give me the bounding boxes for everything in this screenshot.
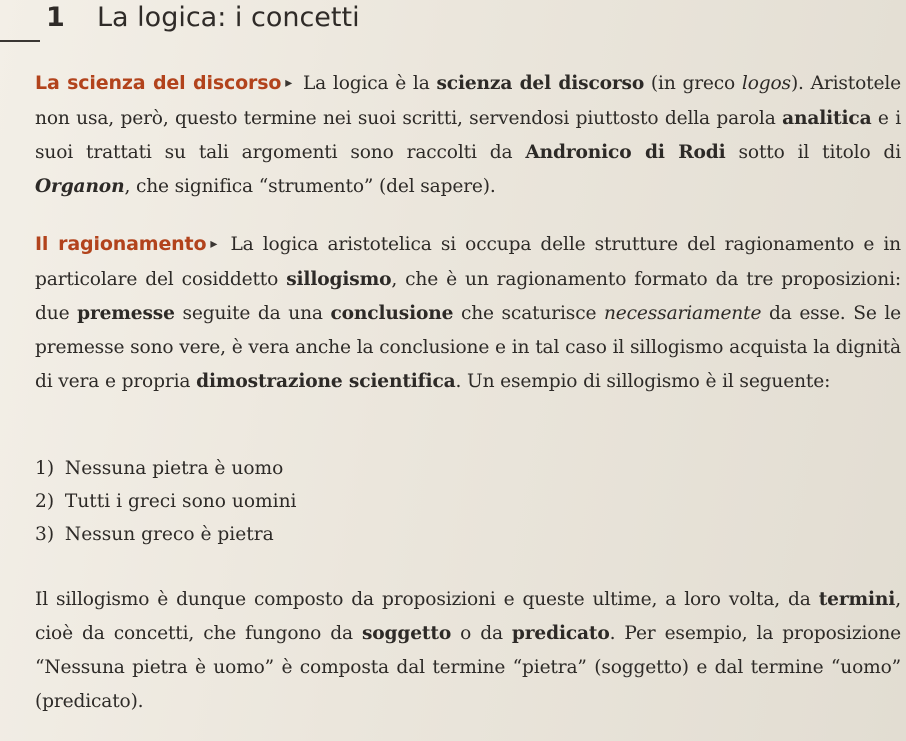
section-rule [0,40,40,42]
syllogism-list [35,452,297,551]
key-term: scienza del discorso [436,73,645,94]
triangle-arrow-icon: ▸ [285,75,293,91]
key-term: termini [818,589,896,610]
paragraph-ragionamento: Il ragionamento ▸ La logica aristotelica si occupa delle strutture del ragionamento e in particolare del cosiddetto sillogismo, che è un ragionamento formato da tre proposizioni: due premesse seguite da una conclusione che scaturisce necessariamente da esse. Se le premesse sono vere, è vera anche la conclusione e in tal caso il sillogismo acquista la dignità di vera e propria dimostrazione scientifica. Un esempio di sillogismo è il seguente: [35,233,902,392]
key-term: premesse [77,303,175,324]
list-item-number: 3) [35,524,55,545]
list-item-number: 2) [35,491,55,512]
list-item-number: 1) [35,458,55,479]
italic-term: necessariamente [603,303,762,324]
paragraph-heading: La scienza del discorso [35,72,282,94]
key-term: Andronico di Rodi [525,142,726,163]
list-item [35,518,297,551]
paragraph-termini: Il sillogismo è dunque composto da proposizioni e queste ultime, a loro volta, da termini, cioè da concetti, che fungono da soggetto o da predicato. Per esempio, la proposizione “Nessuna pietra è uomo” è composta dal termine “pietra” (soggetto) e dal termine “uomo” (predicato). [35,589,901,712]
italic-term: logos [741,73,791,94]
list-item-text: Nessun greco è pietra [64,524,274,545]
list-item [35,485,297,518]
section-number: 1 [46,2,65,33]
key-term: soggetto [361,623,452,644]
list-item-text: Nessuna pietra è uomo [64,458,284,479]
section-title: La logica: i concetti [97,2,360,33]
key-term: Organon [35,176,125,197]
key-term: predicato [511,623,610,644]
triangle-arrow-icon: ▸ [210,236,218,252]
key-term: sillogismo [286,269,392,290]
key-term: analitica [782,108,872,129]
paragraph-scienza-del-discorso: La scienza del discorso ▸ La logica è la scienza del discorso (in greco logos). Aristotele non usa, però, questo termine nei suoi scritti, servendosi piuttosto della parola analitica e i suoi trattati su tali argomenti sono raccolti da Andronico di Rodi sotto il titolo di Organon, che significa “strumento” (del sapere). [35,72,901,197]
list-item-text: Tutti i greci sono uomini [64,491,297,512]
paragraph-heading: Il ragionamento [35,233,207,255]
key-term: conclusione [330,303,454,324]
list-item [35,452,297,485]
key-term: dimostrazione scientifica [196,371,456,392]
